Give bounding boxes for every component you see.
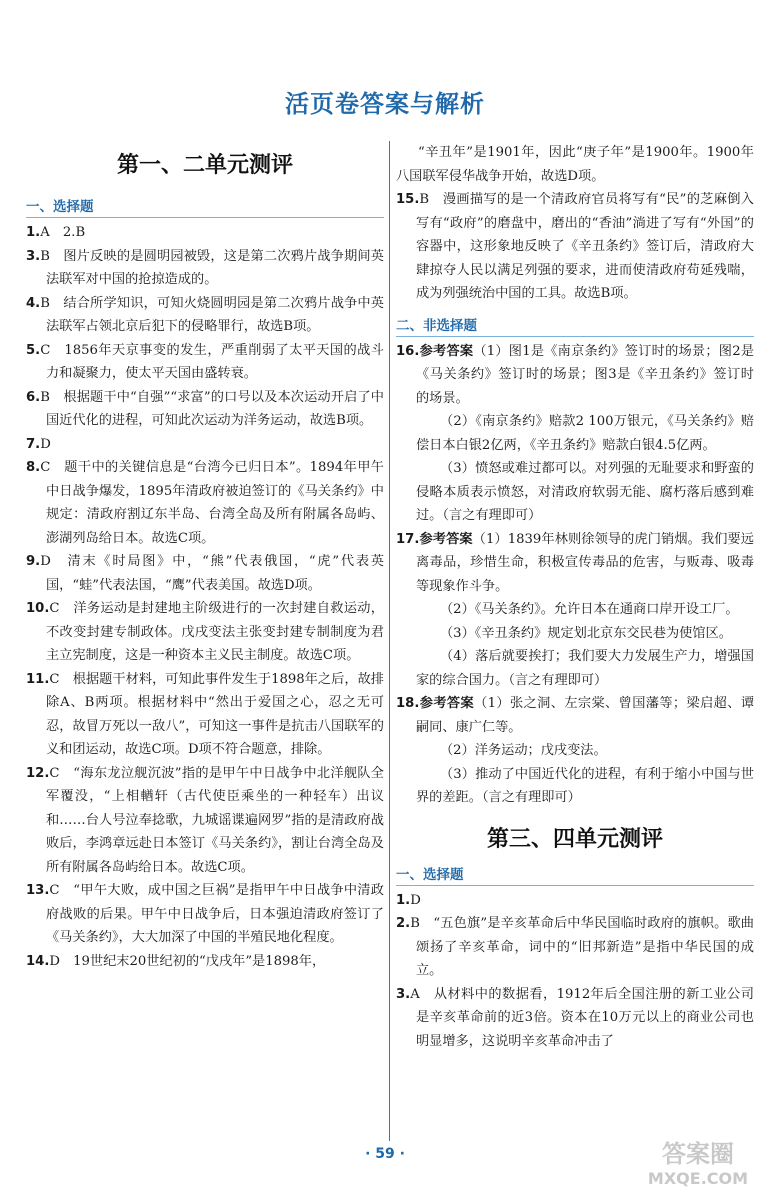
answer-item	[26, 386, 384, 433]
answer-item	[396, 692, 754, 739]
answer-text: B 根据题干中“自强”“求富”的口号以及本次运动开启了中国近代化的进程，可知此次运动为洋务运动，故选B项。	[40, 389, 384, 428]
watermark-url: MXQE.COM	[647, 1169, 749, 1188]
section-heading: 一、选择题	[26, 193, 384, 218]
answer-number: 4.	[26, 295, 41, 311]
answer-text: B 图片反映的是圆明园被毁，这是第二次鸦片战争期间英法联军对中国的抢掠造成的。	[40, 248, 384, 287]
answer-text: C 根据题干材料，可知此事件发生于1898年之后，故排除A、B两项。根据材料中“然出于爱国之心，忍之无可忍，故冒万死以一敌八”，可知这一事件是抗击八国联军的义和团运动，故选C项。D项不符合题意，排除。	[46, 671, 384, 757]
answer-item	[26, 339, 384, 386]
answer-number: 5.	[26, 342, 41, 358]
answer-number: 9.	[26, 554, 41, 569]
answer-continuation: “辛丑年”是1901年，因此“庚子年”是1900年。1900年八国联军侵华战争开始，故选D项。	[396, 145, 754, 184]
answer-list	[396, 889, 754, 1054]
answer-text: B 结合所学知识，可知火烧圆明园是第二次鸦片战争中英法联军占领北京后犯下的侵略罪行，故选B项。	[40, 295, 384, 334]
answer-item	[396, 889, 754, 913]
answer-item	[26, 597, 384, 668]
answer-item	[26, 950, 384, 974]
answer-item	[26, 762, 384, 880]
answer-item	[26, 550, 384, 597]
answer-text: （1）张之洞、左宗棠、曾国藩等；梁启超、谭嗣同、康广仁等。	[416, 696, 755, 735]
page-title: 活页卷答案与解析	[285, 90, 485, 118]
answer-text: C “海东龙泣舰沉波”指的是甲午中日战争中北洋舰队全军覆没，“上相輶轩（古代使臣乘坐的一种轻车）出议和……台人号泣奉捻歌，九城谣谍遍网罗”指的是清政府战败后，李鸿章远赴日本签订《马关条约》，割让台湾全岛及所有附属各岛屿给日本。故选C项。	[46, 765, 384, 875]
reference-answer-label: 参考答案	[419, 531, 473, 547]
answer-subpart: （2）《马关条约》。允许日本在通商口岸开设工厂。	[440, 602, 739, 617]
answer-list	[26, 221, 384, 973]
answer-item	[396, 912, 754, 983]
watermark-text: 答案圈	[662, 1140, 734, 1168]
answer-text: C 洋务运动是封建地主阶级进行的一次封建自救运动，不改变封建专制政体。戊戌变法主张变封建专制制度为君主立宪制度，这是一种资本主义民主制度。故选C项。	[46, 601, 384, 663]
column-divider	[389, 141, 390, 1141]
right-column	[396, 141, 754, 1053]
answer-item	[26, 221, 384, 245]
answer-number: 7.	[26, 436, 41, 452]
answer-number: 6.	[26, 389, 41, 405]
answer-number: 8.	[26, 460, 41, 475]
reference-answer-label: 参考答案	[419, 696, 475, 711]
answer-text: A 从材料中的数据看，1912年后全国注册的新工业公司是辛亥革命前的近3倍。资本在10万元以上的商业公司也明显增多，这说明辛亥革命冲击了	[410, 986, 754, 1049]
answer-number: 12.	[26, 765, 50, 781]
unit-title: 第三、四单元测评	[486, 826, 663, 852]
answer-text: D	[40, 436, 51, 452]
answer-number: 3.	[26, 248, 41, 264]
section-heading: 二、非选择题	[396, 312, 754, 337]
answer-number: 1.	[26, 225, 41, 240]
answer-item	[26, 668, 384, 762]
answer-item	[26, 245, 384, 292]
answer-text: B 漫画描写的是一个清政府官员将写有“民”的芝麻倒入写有“政府”的磨盘中，磨出的“香油”淌进了写有“外国”的容器中，这形象地反映了《辛丑条约》签订后，清政府大肆掠夺人民以满足列强的要求，进而使清政府苟延残喘，成为列强统治中国的工具。故选B项。	[416, 192, 754, 301]
answer-item	[396, 188, 754, 306]
watermark-logo	[634, 1134, 762, 1190]
answer-number: 1.	[396, 892, 411, 908]
answer-subpart: （3）《辛丑条约》规定划北京东交民巷为使馆区。	[440, 625, 732, 641]
unit-title: 第一、二单元测评	[116, 153, 293, 178]
answer-subpart: （2）《南京条约》赔款2 100万银元，《马关条约》赔偿日本白银2亿两，《辛丑条约》赔款白银4.5亿两。	[416, 414, 754, 453]
answer-text: A 2.B	[40, 225, 86, 240]
answer-text: （1）图1是《南京条约》签订时的场景；图2是《马关条约》签订时的场景；图3是《辛丑条约》签订时的场景。	[416, 343, 755, 406]
answer-number: 10.	[26, 601, 50, 616]
answer-text: （1）1839年林则徐领导的虎门销烟。我们要远离毒品，珍惜生命，积极宣传毒品的危害，与贩毒、吸毒等现象作斗争。	[416, 531, 754, 594]
answer-item	[396, 983, 754, 1054]
answer-text: D 清末《时局图》中，“熊”代表俄国，“虎”代表英国，“蛙”代表法国，“鹰”代表美国。故选D项。	[40, 554, 384, 593]
answer-subpart: （2）洋务运动；戊戌变法。	[440, 743, 607, 758]
answer-number: 18.	[396, 696, 420, 711]
answer-text: C 1856年天京事变的发生，严重削弱了太平天国的战斗力和凝聚力，使太平天国由盛转衰。	[40, 342, 384, 381]
page-number: · 59 ·	[365, 1146, 405, 1162]
answer-item	[396, 528, 754, 599]
answer-number: 14.	[26, 953, 50, 969]
answer-item	[26, 433, 384, 457]
answer-number: 2.	[396, 916, 411, 931]
answer-subpart: （3）愤怒或难过都可以。对列强的无耻要求和野蛮的侵略本质表示愤怒，对清政府软弱无能、腐朽落后感到难过。（言之有理即可）	[416, 461, 754, 523]
answer-number: 13.	[26, 883, 50, 898]
answer-text: D 19世纪末20世纪初的“戊戌年”是1898年，	[49, 953, 326, 969]
reference-answer-label: 参考答案	[419, 343, 474, 359]
answer-subpart: （3）推动了中国近代化的进程，有利于缩小中国与世界的差距。（言之有理即可）	[416, 766, 754, 805]
answer-number: 16.	[396, 343, 420, 359]
answer-item	[396, 340, 754, 411]
answer-text: B “五色旗”是辛亥革命后中华民国临时政府的旗帜。歌曲颂扬了辛亥革命，词中的“旧邦新造”是指中华民国的成立。	[410, 916, 754, 978]
answer-subpart: （4）落后就要挨打；我们要大力发展生产力，增强国家的综合国力。（言之有理即可）	[416, 649, 754, 688]
answer-number: 3.	[396, 986, 411, 1002]
left-column	[26, 144, 384, 973]
answer-text: C 题干中的关键信息是“台湾今已归日本”。1894年甲午中日战争爆发，1895年清政府被迫签订的《马关条约》中规定：清政府割辽东半岛、台湾全岛及所有附属各岛屿、澎湖列岛给日本。故选C项。	[40, 460, 384, 546]
answer-item	[26, 879, 384, 950]
answer-number: 11.	[26, 671, 50, 687]
answer-text: D	[410, 892, 421, 908]
answer-number: 15.	[396, 192, 420, 207]
answer-item	[26, 292, 384, 339]
answer-item	[26, 456, 384, 550]
answer-text: C “甲午大败，成中国之巨祸”是指甲午中日战争中清政府战败的后果。甲午中日战争后，日本强迫清政府签订了《马关条约》，大大加深了中国的半殖民地化程度。	[46, 883, 384, 945]
section-heading: 一、选择题	[396, 861, 754, 886]
answer-number: 17.	[396, 531, 420, 547]
